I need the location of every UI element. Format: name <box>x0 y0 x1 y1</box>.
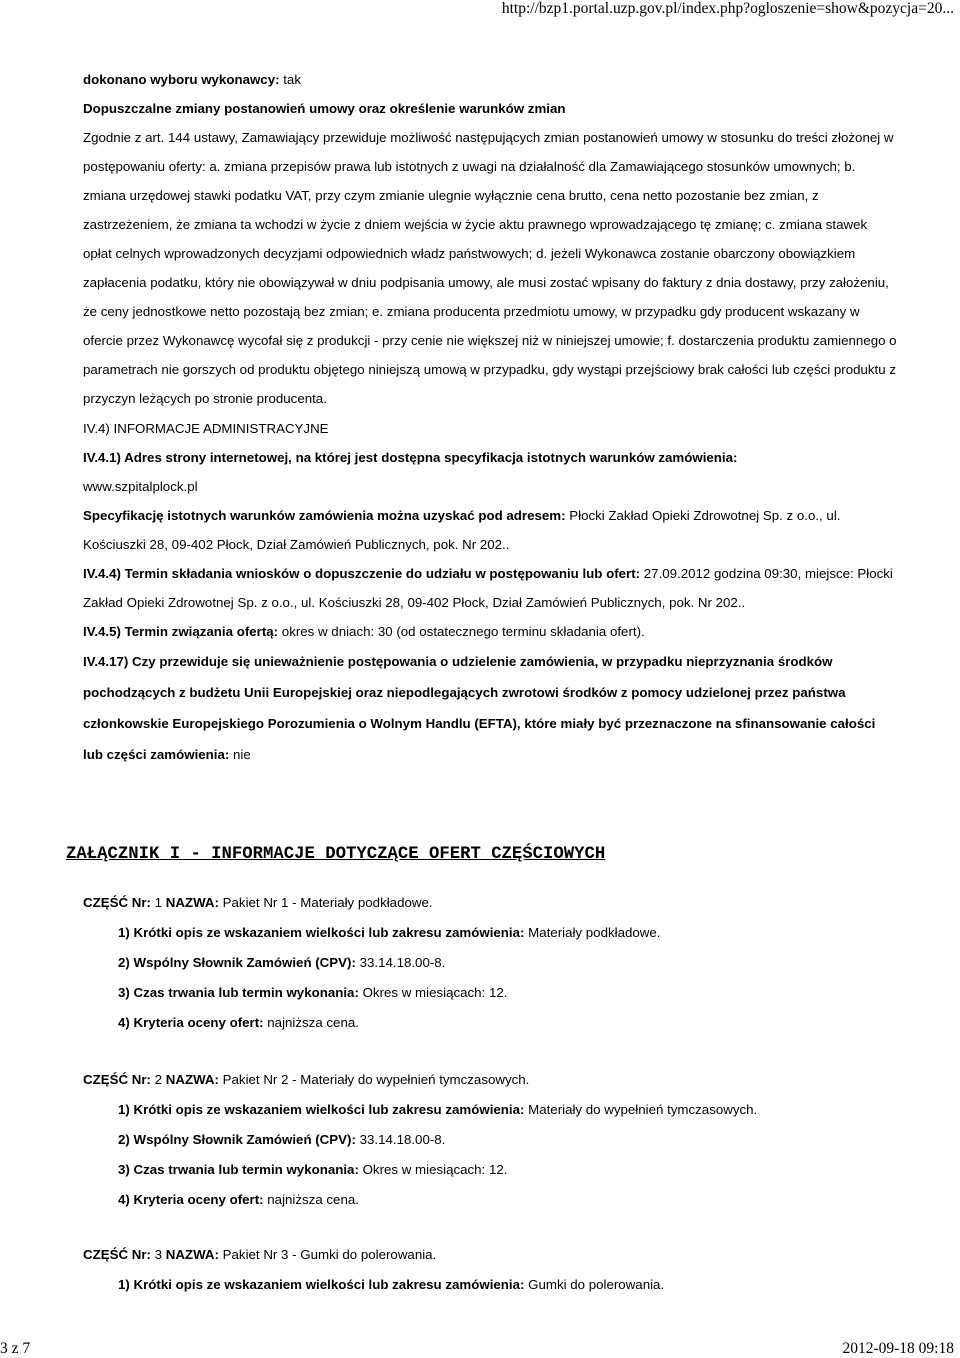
part-cpv: 2) Wspólny Słownik Zamówień (CPV): 33.14.18.00-8. <box>118 955 446 970</box>
deadline-value: 27.09.2012 godzina 09:30, miejsce: Płocki Zakład Opieki Zdrowotnej Sp. z o.o., ul. Kościuszki 28, 09-402 Płock, Dział Zamówień Publicznych, pok. Nr 202.. <box>83 566 893 610</box>
part-description: 1) Krótki opis ze wskazaniem wielkości lub zakresu zamówienia: Gumki do polerowania. <box>118 1277 665 1292</box>
part-block-1 <box>83 888 913 1038</box>
spec-label: Specyfikację istotnych warunków zamówienia można uzyskać pod adresem: <box>83 508 566 523</box>
part-cpv: 2) Wspólny Słownik Zamówień (CPV): 33.14.18.00-8. <box>118 1132 446 1147</box>
changes-heading: Dopuszczalne zmiany postanowień umowy oraz określenie warunków zmian <box>83 101 566 116</box>
award-value: tak <box>283 72 301 87</box>
annex-title: ZAŁĄCZNIK I - INFORMACJE DOTYCZĄCE OFERT CZĘŚCIOWYCH <box>66 845 606 864</box>
part-criteria: 4) Kryteria oceny ofert: najniższa cena. <box>118 1015 359 1030</box>
part-criteria: 4) Kryteria oceny ofert: najniższa cena. <box>118 1192 359 1207</box>
binding-value: okres w dniach: 30 (od ostatecznego terminu składania ofert). <box>281 624 645 639</box>
part-header: CZĘŚĆ Nr: 1 NAZWA: Pakiet Nr 1 - Materiały podkładowe. <box>83 895 433 910</box>
deadline-label: IV.4.4) Termin składania wniosków o dopuszczenie do udziału w postępowaniu lub ofert: <box>83 566 641 581</box>
eu-funds-label: IV.4.17) Czy przewiduje się unieważnienie postępowania o udzielenie zamówienia, w przypadku nieprzyznania środków pochodzących z budżetu Unii Europejskiej oraz niepodlegających zwrotowi środków z pomocy udzielonej przez państwa członkowskie Europejskiego Porozumienia o Wolnym Handlu (EFTA), które miały być przeznaczone na sfinansowanie całości lub części zamówienia: <box>83 654 876 762</box>
page-url: http://bzp1.portal.uzp.gov.pl/index.php?ogloszenie=show&pozycja=20... <box>501 0 954 17</box>
spec-line <box>83 501 898 559</box>
part-block-2 <box>83 1065 913 1215</box>
award-line <box>83 65 898 94</box>
main-content <box>83 65 898 770</box>
binding-label: IV.4.5) Termin związania ofertą: <box>83 624 279 639</box>
part-header: CZĘŚĆ Nr: 2 NAZWA: Pakiet Nr 2 - Materiały do wypełnień tymczasowych. <box>83 1072 530 1087</box>
changes-text: Zgodnie z art. 144 ustawy, Zamawiający przewiduje możliwość następujących zmian postanowień umowy w stosunku do treści złożonej w postępowaniu oferty: a. zmiana przepisów prawa lub istotnych z uwagi na działalność dla Zamawiającego stosunków umownych; b. zmiana urzędowej stawki podatku VAT, przy czym zmianie ulegnie wyłącznie cena brutto, cena netto pozostanie bez zmian, z zastrzeżeniem, że zmiana ta wchodzi w życie z dniem wejścia w życie aktu prawnego wprowadzającego tę zmianę; c. zmiana stawek opłat celnych wprowadzonych decyzjami odpowiednich władz państwowych; d. jeżeli Wykonawca zostanie obarczony obowiązkiem zapłacenia podatku, który nie obowiązywał w dniu podpisania umowy, ale musi zostać wpisany do faktury z dnia dostawy, przy założeniu, że ceny jednostkowe netto pozostają bez zmian; e. zmiana producenta przedmiotu umowy, w przypadku gdy producent wskazany w ofercie przez Wykonawcę wycofał się z produkcji - przy cenie nie większej niż w niniejszej umowie; f. dostarczenia produktu zamiennego o parametrach nie gorszych od produktu objętego niniejszą umową w przypadku, gdy wystąpi przejściowy brak całości lub części produktu z przyczyn leżących po stronie producenta. <box>83 130 897 406</box>
part-block-3 <box>83 1240 913 1300</box>
part-description: 1) Krótki opis ze wskazaniem wielkości lub zakresu zamówienia: Materiały do wypełnień tymczasowych. <box>118 1102 758 1117</box>
admin-heading: IV.4) INFORMACJE ADMINISTRACYJNE <box>83 421 329 436</box>
part-header: CZĘŚĆ Nr: 3 NAZWA: Pakiet Nr 3 - Gumki do polerowania. <box>83 1247 437 1262</box>
website-value: www.szpitalplock.pl <box>83 479 198 494</box>
deadline-line <box>83 559 898 617</box>
spec-value: Płocki Zakład Opieki Zdrowotnej Sp. z o.o., ul. Kościuszki 28, 09-402 Płock, Dział Zamówień Publicznych, pok. Nr 202.. <box>83 508 841 552</box>
part-duration: 3) Czas trwania lub termin wykonania: Okres w miesiącach: 12. <box>118 1162 508 1177</box>
part-description: 1) Krótki opis ze wskazaniem wielkości lub zakresu zamówienia: Materiały podkładowe. <box>118 925 661 940</box>
page-number: 3 z 7 <box>0 1340 31 1357</box>
part-duration: 3) Czas trwania lub termin wykonania: Okres w miesiącach: 12. <box>118 985 508 1000</box>
award-label: dokonano wyboru wykonawcy: <box>83 72 280 87</box>
print-datetime: 2012-09-18 09:18 <box>842 1340 954 1357</box>
website-label: IV.4.1) Adres strony internetowej, na której jest dostępna specyfikacja istotnych warunków zamówienia: <box>83 450 738 465</box>
eu-funds-value: nie <box>233 747 251 762</box>
binding-line <box>83 617 898 646</box>
eu-funds-line <box>83 646 898 770</box>
